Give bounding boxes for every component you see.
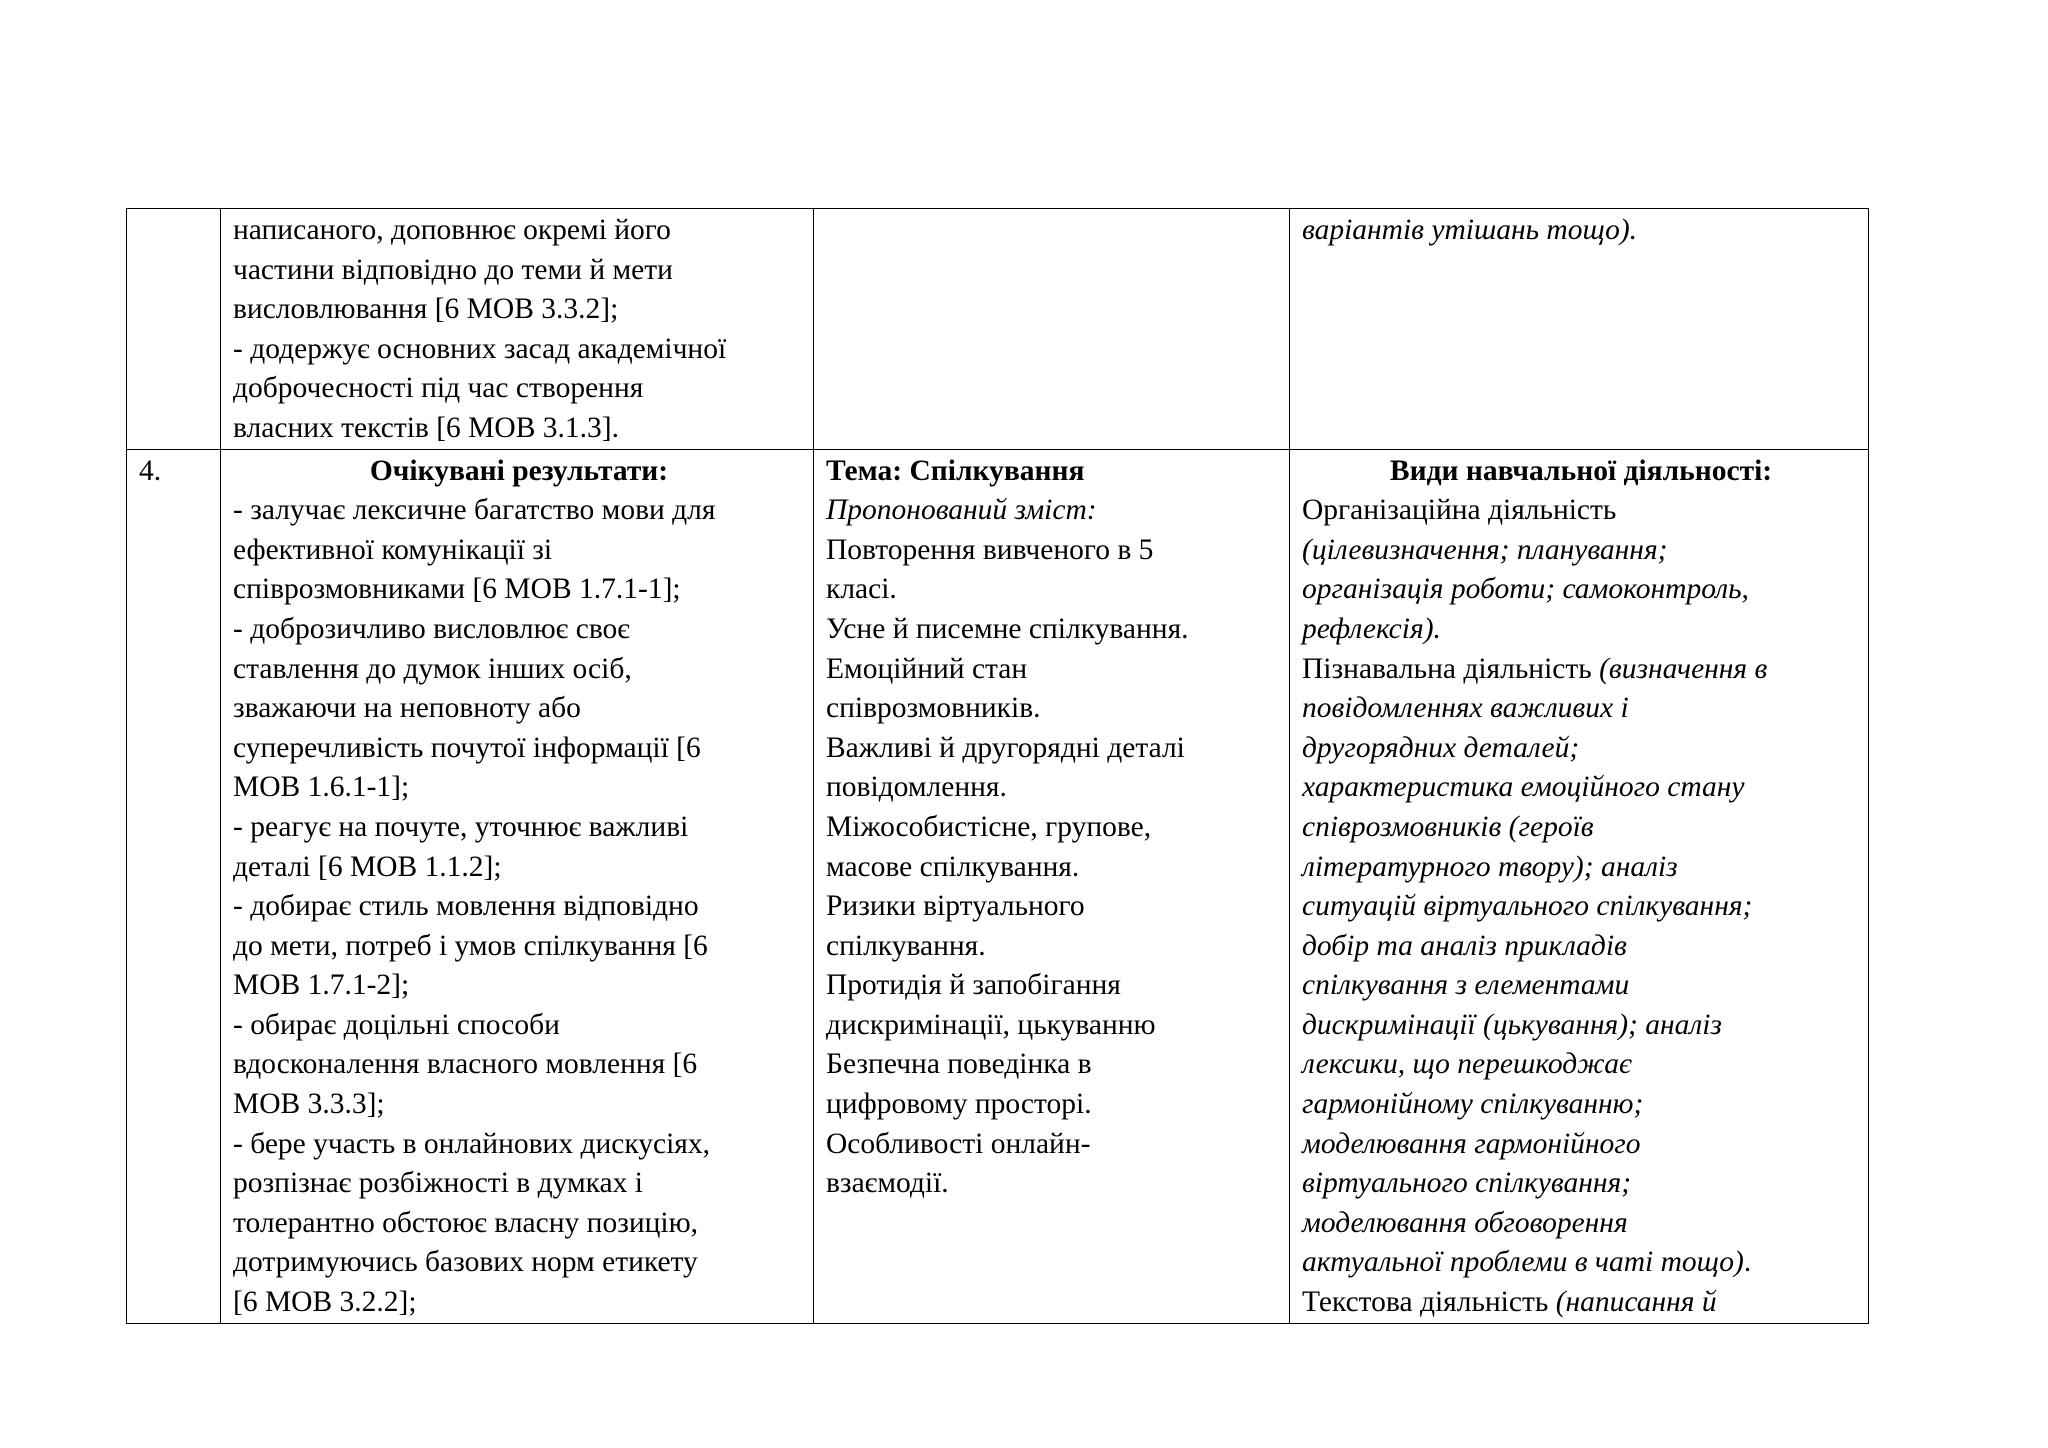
text-line: розпізнає розбіжності в думках і xyxy=(233,1167,643,1200)
table-row-continued xyxy=(127,209,1869,450)
text-line: ставлення до думок інших осіб, xyxy=(233,652,632,685)
text-line: класі. xyxy=(826,573,897,606)
text-line: Особливості онлайн- xyxy=(826,1127,1091,1160)
activities-text xyxy=(1302,491,1860,1322)
text-line: дискримінації, цькуванню xyxy=(826,1008,1156,1041)
activities-cell xyxy=(1290,449,1869,1323)
text-line: [6 МОВ 3.2.2]; xyxy=(233,1286,417,1319)
text-line: Протидія й запобігання xyxy=(826,969,1121,1002)
text-line xyxy=(1302,1045,1860,1085)
text-segment: моделювання обговорення xyxy=(1302,1206,1628,1239)
text-segment: Пізнавальна діяльність xyxy=(1302,652,1600,685)
text-line: толерантно обстоює власну позицію, xyxy=(233,1206,699,1239)
curriculum-table xyxy=(126,208,1869,1324)
text-line: масове спілкування. xyxy=(826,850,1080,883)
topic-cell xyxy=(814,209,1290,450)
text-line: повідомлення. xyxy=(826,771,1007,804)
text-line: власних текстів [6 МОВ 3.1.3]. xyxy=(233,411,619,444)
text-line: - залучає лексичне багатство мови для xyxy=(233,494,716,527)
text-line: - додержує основних засад академічної xyxy=(233,332,727,365)
text-line: - доброзичливо висловлює своє xyxy=(233,612,630,645)
text-segment: співрозмовників (героїв xyxy=(1302,810,1594,843)
text-segment: Організаційна діяльність xyxy=(1302,494,1617,527)
text-line: - добирає стиль мовлення відповідно xyxy=(233,890,699,923)
text-segment: організація роботи; самоконтроль, xyxy=(1302,573,1749,606)
text-line: Емоційний стан xyxy=(826,652,1028,685)
text-line xyxy=(1302,491,1860,531)
text-segment: повідомленнях важливих і xyxy=(1302,692,1629,725)
table-row-4 xyxy=(127,449,1869,1323)
text-line: ефективної комунікації зі xyxy=(233,533,553,566)
text-line: доброчесності під час створення xyxy=(233,372,644,405)
text-line: деталі [6 МОВ 1.1.2]; xyxy=(233,850,502,883)
text-segment: літературного твору); аналіз xyxy=(1302,850,1678,883)
text-line xyxy=(1302,1164,1860,1204)
text-line: - реагує на почуте, уточнює важливі xyxy=(233,810,689,843)
row-number-cell xyxy=(127,209,221,450)
text-line xyxy=(1302,570,1860,610)
text-segment: (цілевизначення; планування; xyxy=(1302,533,1668,566)
text-line: Безпечна поведінка в xyxy=(826,1048,1092,1081)
text-segment: моделювання гармонійного xyxy=(1302,1127,1641,1160)
text-line xyxy=(1302,927,1860,967)
text-line xyxy=(1302,729,1860,769)
text-segment: рефлексія). xyxy=(1302,612,1441,645)
topic-cell xyxy=(814,449,1290,1323)
text-line: частини відповідно до теми й мети xyxy=(233,253,673,286)
text-line: співрозмовниками [6 МОВ 1.7.1-1]; xyxy=(233,573,681,606)
text-segment: Текстова діяльність xyxy=(1302,1286,1556,1319)
text-line: Усне й писемне спілкування. xyxy=(826,612,1189,645)
text-line xyxy=(1302,1204,1860,1244)
results-text xyxy=(233,211,805,449)
text-line xyxy=(1302,1125,1860,1165)
text-line: Важливі й другорядні деталі xyxy=(826,731,1185,764)
text-line: МОВ 1.7.1-2]; xyxy=(233,969,410,1002)
text-line: взаємодії. xyxy=(826,1167,949,1200)
text-line: - обирає доцільні способи xyxy=(233,1008,560,1041)
text-line: Міжособистісне, групове, xyxy=(826,810,1152,843)
text-line xyxy=(1302,689,1860,729)
row-number: 4. xyxy=(139,454,162,487)
text-line: Повторення вивченого в 5 xyxy=(826,533,1154,566)
text-segment: дискримінації (цькування); аналіз xyxy=(1302,1008,1722,1041)
text-line xyxy=(1302,531,1860,571)
text-line xyxy=(1302,610,1860,650)
text-segment: другорядних деталей; xyxy=(1302,731,1580,764)
topic-subheading: Пропонований зміст: xyxy=(826,494,1097,527)
expected-results-cell xyxy=(221,449,814,1323)
text-segment: (визначення в xyxy=(1599,652,1768,685)
text-line xyxy=(1302,887,1860,927)
text-line: - бере участь в онлайнових дискусіях, xyxy=(233,1127,710,1160)
text-line: до мети, потреб і умов спілкування [6 xyxy=(233,929,708,962)
row-number-cell xyxy=(127,449,221,1323)
activities-cell xyxy=(1290,209,1869,450)
text-segment: віртуального спілкування; xyxy=(1302,1167,1632,1200)
text-segment: ситуацій віртуального спілкування; xyxy=(1302,890,1753,923)
text-line: дотримуючись базових норм етикету xyxy=(233,1246,698,1279)
text-line xyxy=(1302,650,1860,690)
text-line: написаного, доповнює окремі його xyxy=(233,214,671,246)
text-segment: лексики, що перешкоджає xyxy=(1302,1048,1632,1081)
results-text xyxy=(233,491,805,1322)
text-segment: (написання й xyxy=(1555,1286,1717,1319)
text-line xyxy=(1302,1006,1860,1046)
text-line: суперечливість почутої інформації [6 xyxy=(233,731,701,764)
text-line: зважаючи на неповноту або xyxy=(233,692,581,725)
text-line xyxy=(1302,768,1860,808)
text-line: МОВ 1.6.1-1]; xyxy=(233,771,410,804)
activities-text xyxy=(1302,211,1860,251)
text-line: цифровому просторі. xyxy=(826,1088,1092,1121)
activities-heading: Види навчальної діяльності: xyxy=(1389,454,1773,487)
text-line: МОВ 3.3.3]; xyxy=(233,1088,385,1121)
text-line: варіантів утішань тощо). xyxy=(1302,214,1638,246)
text-line xyxy=(1302,966,1860,1006)
text-line xyxy=(1302,808,1860,848)
text-segment: добір та аналіз прикладів xyxy=(1302,929,1627,962)
text-segment: спілкування з елементами xyxy=(1302,969,1630,1002)
topic-text xyxy=(826,531,1281,1204)
text-line: вдосконалення власного мовлення [6 xyxy=(233,1048,698,1081)
text-line: Ризики віртуального xyxy=(826,890,1085,923)
text-line xyxy=(1302,1243,1860,1283)
text-line xyxy=(1302,1283,1860,1323)
text-segment: гармонійному спілкуванню; xyxy=(1302,1088,1644,1121)
text-line: співрозмовників. xyxy=(826,692,1041,725)
text-line xyxy=(1302,1085,1860,1125)
text-line: висловлювання [6 МОВ 3.3.2]; xyxy=(233,293,619,326)
topic-heading: Тема: Спілкування xyxy=(826,454,1085,487)
expected-results-cell xyxy=(221,209,814,450)
text-line: спілкування. xyxy=(826,929,986,962)
text-segment: характеристика емоційного стану xyxy=(1302,771,1745,804)
text-segment: . xyxy=(1743,1246,1752,1279)
results-heading: Очікувані результати: xyxy=(369,454,669,487)
text-line xyxy=(1302,848,1860,888)
text-segment: актуальної проблеми в чаті тощо) xyxy=(1302,1246,1744,1279)
